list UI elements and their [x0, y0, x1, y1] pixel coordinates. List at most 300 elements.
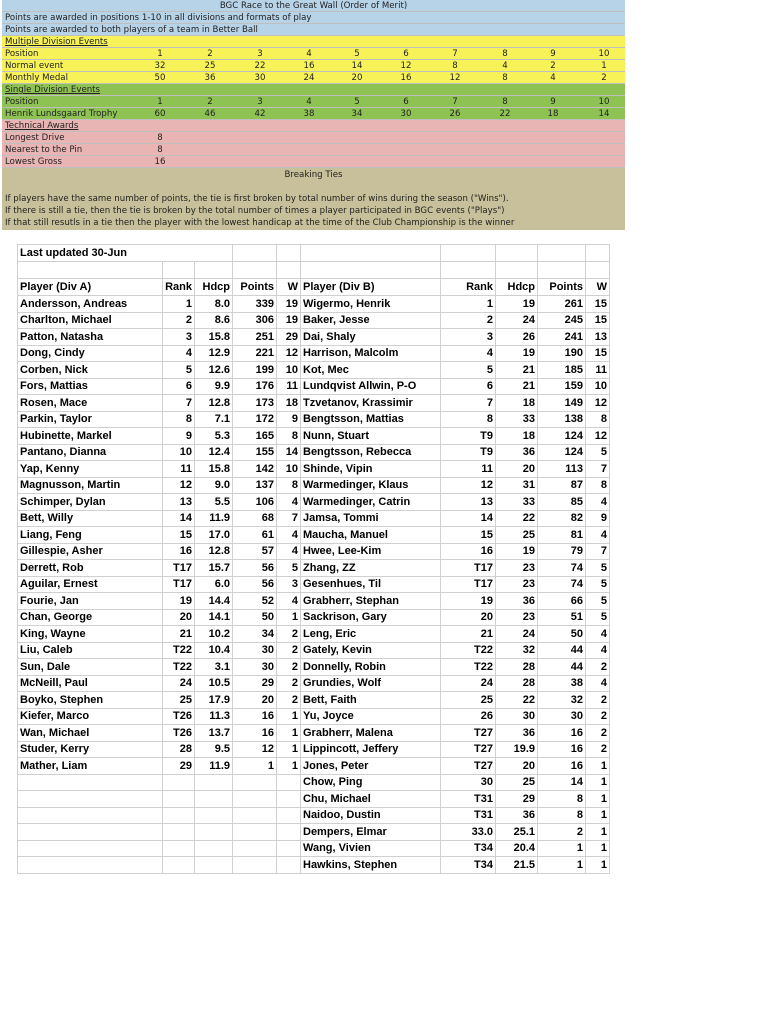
wins-cell: 15	[586, 312, 610, 329]
points-cell: 29	[233, 675, 277, 692]
points-cell: 82	[538, 510, 586, 527]
points-value: 20	[351, 73, 363, 83]
hdcp-cell: 36	[496, 725, 538, 742]
player-name: Sackrison, Gary	[301, 609, 441, 626]
wins-cell: 1	[586, 807, 610, 824]
player-name: Naidoo, Dustin	[301, 807, 441, 824]
multiple-division-heading	[2, 36, 625, 48]
rank-cell: T31	[441, 807, 496, 824]
points-cell: 56	[233, 576, 277, 593]
empty-cell	[195, 857, 233, 874]
col-header-rank: Rank	[441, 279, 496, 296]
player-name: Schimper, Dylan	[18, 494, 163, 511]
empty-cell	[233, 857, 277, 874]
technical-award-row	[2, 132, 625, 144]
points-cell: 221	[233, 345, 277, 362]
player-name: Kiefer, Marco	[18, 708, 163, 725]
wins-cell: 8	[586, 411, 610, 428]
wins-cell: 1	[586, 857, 610, 874]
col-header-player-div-a: Player (Div A)	[18, 279, 163, 296]
points-cell: 185	[538, 362, 586, 379]
points-cell: 30	[538, 708, 586, 725]
player-name: Bengtsson, Mattias	[301, 411, 441, 428]
wins-cell: 1	[586, 840, 610, 857]
wins-cell: 14	[277, 444, 301, 461]
points-value: 2	[207, 97, 213, 107]
points-cell: 32	[538, 692, 586, 709]
rank-cell: 3	[441, 329, 496, 346]
points-cell: 30	[233, 642, 277, 659]
player-name: Bengtsson, Rebecca	[301, 444, 441, 461]
wins-cell: 4	[586, 494, 610, 511]
empty-cell	[163, 824, 195, 841]
points-value: 8	[502, 73, 508, 83]
rank-cell: 26	[441, 708, 496, 725]
points-cell: 1	[538, 857, 586, 874]
points-value: 8	[502, 97, 508, 107]
points-value: 50	[154, 73, 166, 83]
table-row	[18, 642, 610, 659]
player-name: Boyko, Stephen	[18, 692, 163, 709]
rank-cell: T27	[441, 741, 496, 758]
empty-cell	[233, 774, 277, 791]
hdcp-cell: 19.9	[496, 741, 538, 758]
rank-cell: 30	[441, 774, 496, 791]
points-cell: 87	[538, 477, 586, 494]
points-cell: 16	[538, 758, 586, 775]
wins-cell: 10	[277, 461, 301, 478]
rank-cell: T22	[441, 642, 496, 659]
player-name: Tzvetanov, Krassimir	[301, 395, 441, 412]
rank-cell: 11	[441, 461, 496, 478]
wins-cell: 11	[586, 362, 610, 379]
empty-cell	[195, 774, 233, 791]
hdcp-cell: 33	[496, 411, 538, 428]
wins-cell: 8	[277, 477, 301, 494]
player-name: Fors, Mattias	[18, 378, 163, 395]
points-value: 8	[452, 61, 458, 71]
table-row	[18, 362, 610, 379]
table-row	[18, 378, 610, 395]
last-updated: Last updated 30-Jun	[18, 245, 233, 262]
rank-cell: 1	[441, 296, 496, 313]
rank-cell: T26	[163, 708, 195, 725]
points-value: 25	[204, 61, 216, 71]
player-name: Lippincott, Jeffery	[301, 741, 441, 758]
points-cell: 81	[538, 527, 586, 544]
rank-cell: 15	[163, 527, 195, 544]
points-value: 14	[598, 109, 610, 119]
points-value: 46	[204, 109, 216, 119]
hdcp-cell: 15.8	[195, 461, 233, 478]
wins-cell: 1	[277, 609, 301, 626]
col-header-wins: W	[586, 279, 610, 296]
hdcp-cell: 26	[496, 329, 538, 346]
points-cell: 56	[233, 560, 277, 577]
empty-cell	[233, 262, 277, 279]
rank-cell: 12	[441, 477, 496, 494]
points-value: 60	[154, 109, 166, 119]
points-cell: 124	[538, 444, 586, 461]
table-row	[18, 609, 610, 626]
hdcp-cell: 9.0	[195, 477, 233, 494]
empty-cell	[277, 824, 301, 841]
empty-cell	[277, 245, 301, 262]
hdcp-cell: 36	[496, 444, 538, 461]
points-value: 12	[449, 73, 461, 83]
points-value: 2	[550, 61, 556, 71]
rank-cell: 12	[163, 477, 195, 494]
points-cell: 16	[538, 725, 586, 742]
points-cell: 74	[538, 560, 586, 577]
player-name: Hwee, Lee-Kim	[301, 543, 441, 560]
rank-cell: 14	[163, 510, 195, 527]
hdcp-cell: 33	[496, 494, 538, 511]
hdcp-cell: 9.5	[195, 741, 233, 758]
player-name: Kot, Mec	[301, 362, 441, 379]
points-row-label: Monthly Medal	[5, 73, 68, 83]
empty-cell	[301, 245, 441, 262]
rank-cell: T17	[441, 576, 496, 593]
points-cell: 251	[233, 329, 277, 346]
hdcp-cell: 25	[496, 527, 538, 544]
wins-cell: 12	[586, 428, 610, 445]
rank-cell: 20	[441, 609, 496, 626]
points-cell: 142	[233, 461, 277, 478]
wins-cell: 1	[586, 824, 610, 841]
empty-cell	[163, 840, 195, 857]
wins-cell: 10	[586, 378, 610, 395]
wins-cell: 2	[277, 642, 301, 659]
table-row	[18, 461, 610, 478]
rank-cell: 3	[163, 329, 195, 346]
points-cell: 339	[233, 296, 277, 313]
empty-cell	[18, 774, 163, 791]
standings-table	[17, 244, 610, 874]
player-name: King, Wayne	[18, 626, 163, 643]
col-header-points: Points	[538, 279, 586, 296]
table-row	[18, 824, 610, 841]
points-cell: 245	[538, 312, 586, 329]
empty-cell	[277, 807, 301, 824]
points-cell: 113	[538, 461, 586, 478]
empty-cell	[195, 840, 233, 857]
hdcp-cell: 12.9	[195, 345, 233, 362]
player-name: Parkin, Taylor	[18, 411, 163, 428]
table-row	[18, 477, 610, 494]
player-name: Rosen, Mace	[18, 395, 163, 412]
player-name: Charlton, Michael	[18, 312, 163, 329]
table-row	[18, 510, 610, 527]
points-value: 5	[354, 97, 360, 107]
table-row	[18, 692, 610, 709]
player-name: Liu, Caleb	[18, 642, 163, 659]
empty-cell	[586, 262, 610, 279]
award-points: 8	[157, 145, 163, 155]
info-note-text: Points are awarded in positions 1-10 in all divisions and formats of play	[5, 13, 312, 23]
rank-cell: T34	[441, 840, 496, 857]
rank-cell: 21	[441, 626, 496, 643]
award-points: 8	[157, 133, 163, 143]
table-row	[18, 527, 610, 544]
player-name: Hubinette, Markel	[18, 428, 163, 445]
rank-cell: T9	[441, 428, 496, 445]
rank-cell: 4	[441, 345, 496, 362]
award-points: 16	[154, 157, 166, 167]
rank-cell: T22	[163, 659, 195, 676]
player-name: Dempers, Elmar	[301, 824, 441, 841]
player-name: Warmedinger, Catrin	[301, 494, 441, 511]
table-row	[18, 758, 610, 775]
hdcp-cell: 8.0	[195, 296, 233, 313]
player-name: Corben, Nick	[18, 362, 163, 379]
wins-cell: 5	[586, 576, 610, 593]
rank-cell: 8	[441, 411, 496, 428]
rank-cell: 6	[163, 378, 195, 395]
wins-cell: 5	[586, 593, 610, 610]
points-value: 42	[254, 109, 266, 119]
header-row	[18, 279, 610, 296]
player-name: McNeill, Paul	[18, 675, 163, 692]
table-row	[18, 857, 610, 874]
hdcp-cell: 29	[496, 791, 538, 808]
wins-cell: 2	[586, 725, 610, 742]
rank-cell: T27	[441, 758, 496, 775]
wins-cell: 5	[586, 560, 610, 577]
section-heading: Multiple Division Events	[5, 37, 108, 47]
points-cell: 173	[233, 395, 277, 412]
col-header-rank: Rank	[163, 279, 195, 296]
points-row-label: Position	[5, 97, 39, 107]
empty-cell	[496, 262, 538, 279]
hdcp-cell: 20.4	[496, 840, 538, 857]
table-row	[18, 494, 610, 511]
player-name: Wan, Michael	[18, 725, 163, 742]
hdcp-cell: 32	[496, 642, 538, 659]
info-title-text: BGC Race to the Great Wall (Order of Merit)	[219, 1, 408, 11]
blank-row	[18, 262, 610, 279]
hdcp-cell: 19	[496, 345, 538, 362]
hdcp-cell: 18	[496, 395, 538, 412]
points-value: 4	[306, 97, 312, 107]
table-row	[18, 725, 610, 742]
points-value: 8	[502, 49, 508, 59]
wins-cell: 4	[277, 527, 301, 544]
player-name: Mather, Liam	[18, 758, 163, 775]
hdcp-cell: 5.5	[195, 494, 233, 511]
rank-cell: 25	[163, 692, 195, 709]
player-name: Harrison, Malcolm	[301, 345, 441, 362]
points-value: 16	[303, 61, 315, 71]
hdcp-cell: 18	[496, 428, 538, 445]
rank-cell: 5	[441, 362, 496, 379]
player-name: Jamsa, Tommi	[301, 510, 441, 527]
player-name: Baker, Jesse	[301, 312, 441, 329]
col-header-hdcp: Hdcp	[496, 279, 538, 296]
hdcp-cell: 7.1	[195, 411, 233, 428]
player-name: Grabherr, Stephan	[301, 593, 441, 610]
wins-cell: 29	[277, 329, 301, 346]
col-header-points: Points	[233, 279, 277, 296]
table-row	[18, 296, 610, 313]
points-value: 9	[550, 49, 556, 59]
points-value: 32	[154, 61, 166, 71]
points-value: 1	[157, 97, 163, 107]
wins-cell: 18	[277, 395, 301, 412]
rank-cell: 24	[163, 675, 195, 692]
empty-cell	[18, 840, 163, 857]
updated-row	[18, 245, 610, 262]
points-cell: 12	[233, 741, 277, 758]
ties-rule: If players have the same number of points, the tie is first broken by total number of wins during the season ("Wins").	[5, 194, 509, 204]
hdcp-cell: 15.8	[195, 329, 233, 346]
player-name: Dong, Cindy	[18, 345, 163, 362]
rank-cell: 1	[163, 296, 195, 313]
wins-cell: 4	[586, 642, 610, 659]
points-value: 30	[400, 109, 412, 119]
wins-cell: 15	[586, 345, 610, 362]
points-cell: 306	[233, 312, 277, 329]
hdcp-cell: 10.4	[195, 642, 233, 659]
hdcp-cell: 10.2	[195, 626, 233, 643]
hdcp-cell: 23	[496, 576, 538, 593]
empty-cell	[233, 807, 277, 824]
table-row	[18, 312, 610, 329]
hdcp-cell: 11.9	[195, 758, 233, 775]
empty-cell	[233, 824, 277, 841]
hdcp-cell: 21.5	[496, 857, 538, 874]
points-cell: 155	[233, 444, 277, 461]
hdcp-cell: 13.7	[195, 725, 233, 742]
wins-cell: 7	[586, 461, 610, 478]
table-row	[18, 444, 610, 461]
points-row	[2, 96, 625, 108]
rank-cell: 21	[163, 626, 195, 643]
player-name: Liang, Feng	[18, 527, 163, 544]
empty-cell	[195, 824, 233, 841]
points-cell: 8	[538, 791, 586, 808]
empty-cell	[233, 245, 277, 262]
table-row	[18, 675, 610, 692]
points-cell: 138	[538, 411, 586, 428]
rank-cell: 24	[441, 675, 496, 692]
points-value: 4	[306, 49, 312, 59]
info-note	[2, 12, 625, 24]
points-cell: 51	[538, 609, 586, 626]
points-value: 7	[452, 97, 458, 107]
rank-cell: 20	[163, 609, 195, 626]
empty-cell	[163, 262, 195, 279]
player-name: Bett, Willy	[18, 510, 163, 527]
info-note-text: Points are awarded to both players of a team in Better Ball	[5, 25, 258, 35]
points-cell: 137	[233, 477, 277, 494]
rank-cell: 7	[163, 395, 195, 412]
rank-cell: 16	[163, 543, 195, 560]
wins-cell: 2	[586, 692, 610, 709]
player-name: Wang, Vivien	[301, 840, 441, 857]
points-value: 18	[547, 109, 559, 119]
player-name: Fourie, Jan	[18, 593, 163, 610]
empty-cell	[277, 791, 301, 808]
section-heading: Technical Awards	[5, 121, 79, 131]
wins-cell: 8	[586, 477, 610, 494]
hdcp-cell: 30	[496, 708, 538, 725]
points-row-label: Position	[5, 49, 39, 59]
empty-cell	[195, 791, 233, 808]
hdcp-cell: 8.6	[195, 312, 233, 329]
wins-cell: 12	[277, 345, 301, 362]
points-value: 10	[598, 97, 610, 107]
rank-cell: 15	[441, 527, 496, 544]
player-name: Dai, Shaly	[301, 329, 441, 346]
empty-cell	[195, 262, 233, 279]
points-cell: 74	[538, 576, 586, 593]
points-cell: 199	[233, 362, 277, 379]
rank-cell: 8	[163, 411, 195, 428]
wins-cell: 7	[586, 543, 610, 560]
hdcp-cell: 28	[496, 659, 538, 676]
table-row	[18, 345, 610, 362]
rank-cell: T22	[163, 642, 195, 659]
rank-cell: 25	[441, 692, 496, 709]
empty-cell	[18, 824, 163, 841]
wins-cell: 2	[277, 675, 301, 692]
rank-cell: T17	[441, 560, 496, 577]
player-name: Bett, Faith	[301, 692, 441, 709]
rank-cell: 28	[163, 741, 195, 758]
wins-cell: 9	[586, 510, 610, 527]
rank-cell: 11	[163, 461, 195, 478]
points-value: 3	[257, 97, 263, 107]
player-name: Yu, Joyce	[301, 708, 441, 725]
hdcp-cell: 22	[496, 692, 538, 709]
wins-cell: 4	[277, 593, 301, 610]
player-name: Magnusson, Martin	[18, 477, 163, 494]
points-value: 14	[351, 61, 363, 71]
hdcp-cell: 19	[496, 296, 538, 313]
rank-cell: 2	[163, 312, 195, 329]
player-name: Gillespie, Asher	[18, 543, 163, 560]
wins-cell: 1	[277, 725, 301, 742]
points-info-sheet	[2, 0, 625, 230]
points-cell: 1	[538, 840, 586, 857]
hdcp-cell: 17.9	[195, 692, 233, 709]
rank-cell: 29	[163, 758, 195, 775]
rank-cell: T34	[441, 857, 496, 874]
rank-cell: 13	[163, 494, 195, 511]
table-row	[18, 329, 610, 346]
points-value: 10	[598, 49, 610, 59]
wins-cell: 5	[277, 560, 301, 577]
player-name: Nunn, Stuart	[301, 428, 441, 445]
table-row	[18, 774, 610, 791]
technical-award-row	[2, 156, 625, 168]
points-value: 38	[303, 109, 315, 119]
points-cell: 165	[233, 428, 277, 445]
table-row	[18, 708, 610, 725]
rank-cell: 10	[163, 444, 195, 461]
hdcp-cell: 12.8	[195, 395, 233, 412]
points-cell: 2	[538, 824, 586, 841]
hdcp-cell: 11.9	[195, 510, 233, 527]
hdcp-cell: 22	[496, 510, 538, 527]
wins-cell: 4	[586, 675, 610, 692]
rank-cell: 7	[441, 395, 496, 412]
hdcp-cell: 24	[496, 312, 538, 329]
award-label: Lowest Gross	[5, 157, 63, 167]
points-cell: 68	[233, 510, 277, 527]
empty-cell	[277, 840, 301, 857]
